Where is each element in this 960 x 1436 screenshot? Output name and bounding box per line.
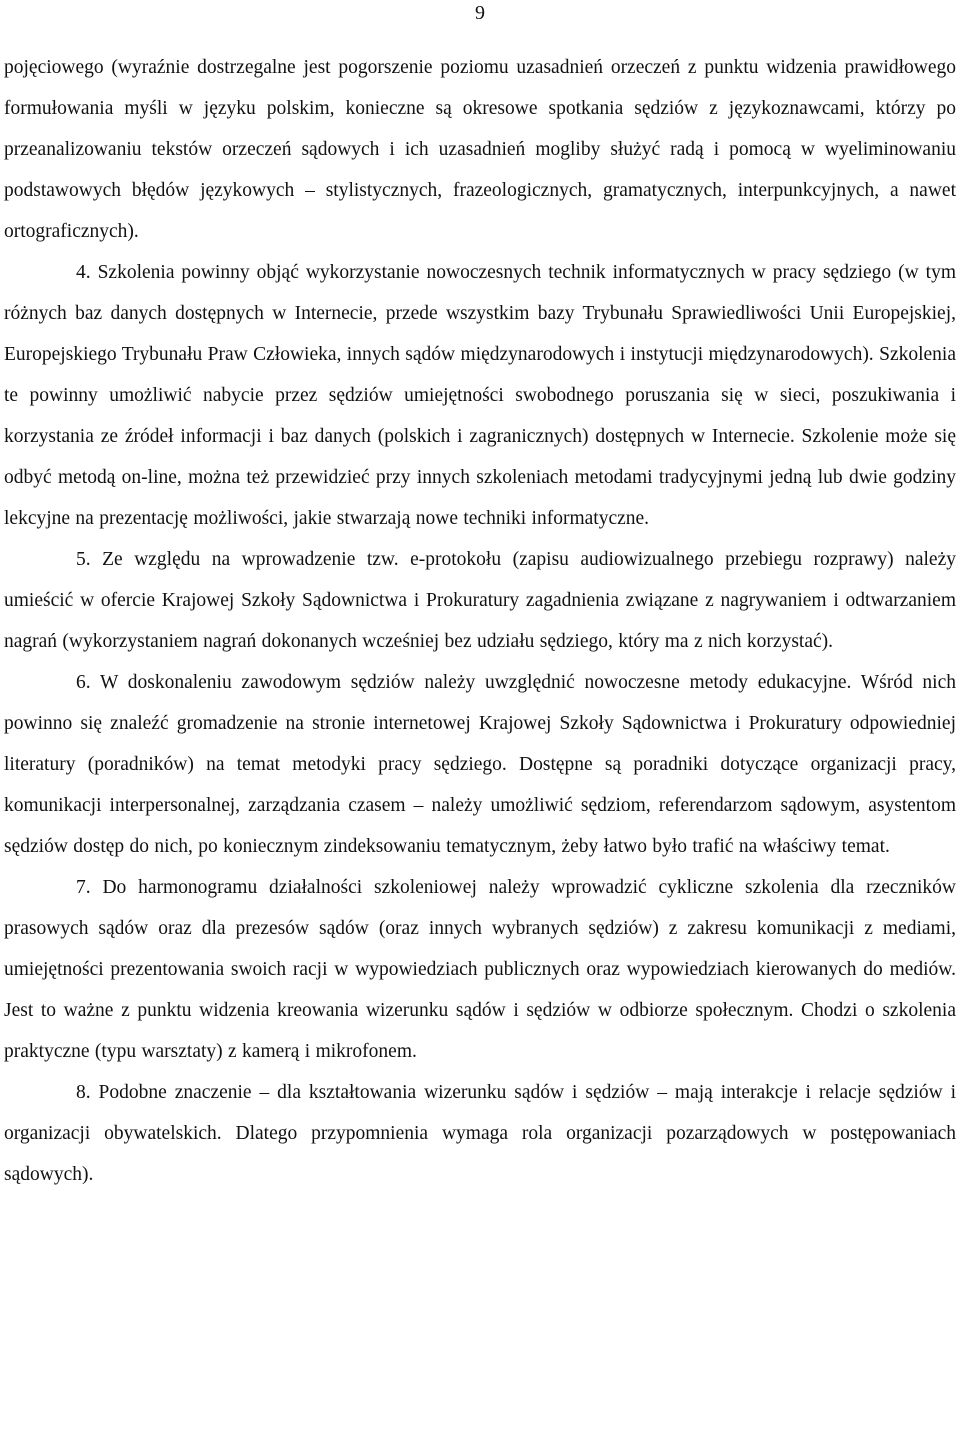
paragraph-item-4: 4. Szkolenia powinny objąć wykorzystanie nowoczesnych technik informatycznych w pracy sędziego (w tym różnych baz danych dostępnych w Internecie, przede wszystkim bazy Trybunału Sprawiedliwości Unii Europejskiej, Europejskiego Trybunału Praw Człowieka, innych sądów międzynarodowych i instytucji międzynarodowych). Szkolenia te powinny umożliwić nabycie przez sędziów umiejętności swobodnego poruszania się w sieci, poszukiwania i korzystania ze źródeł informacji i baz danych (polskich i zagranicznych) dostępnych w Internecie. Szkolenie może się odbyć metodą on-line, można też przewidzieć przy innych szkoleniach metodami tradycyjnymi jedną lub dwie godziny lekcyjne na prezentację możliwości, jakie stwarzają nowe techniki informatyczne.	[4, 262, 956, 529]
paragraph-item-7: 7. Do harmonogramu działalności szkoleniowej należy wprowadzić cykliczne szkolenia dla rzeczników prasowych sądów oraz dla prezesów sądów (oraz innych wybranych sędziów) z zakresu komunikacji z mediami, umiejętności prezentowania swoich racji w wypowiedziach publicznych oraz wypowiedziach kierowanych do mediów. Jest to ważne z punktu widzenia kreowania wizerunku sądów i sędziów w odbiorze społecznym. Chodzi o szkolenia praktyczne (typu warsztaty) z kamerą i mikrofonem.	[4, 877, 956, 1062]
paragraph-item-8: 8. Podobne znaczenie – dla kształtowania wizerunku sądów i sędziów – mają interakcje i relacje sędziów i organizacji obywatelskich. Dlatego przypomnienia wymaga rola organizacji pozarządowych w postępowaniach sądowych).	[4, 1082, 956, 1185]
body-text	[4, 47, 956, 1195]
paragraph-item-5: 5. Ze względu na wprowadzenie tzw. e-protokołu (zapisu audiowizualnego przebiegu rozprawy) należy umieścić w ofercie Krajowej Szkoły Sądownictwa i Prokuratury zagadnienia związane z nagrywaniem i odtwarzaniem nagrań (wykorzystaniem nagrań dokonanych wcześniej bez udziału sędziego, który ma z nich korzystać).	[4, 549, 956, 652]
page-number: 9	[475, 2, 485, 24]
paragraph-continuation: pojęciowego (wyraźnie dostrzegalne jest pogorszenie poziomu uzasadnień orzeczeń z punktu widzenia prawidłowego formułowania myśli w języku polskim, konieczne są okresowe spotkania sędziów z językoznawcami, którzy po przeanalizowaniu tekstów orzeczeń sądowych i ich uzasadnień mogliby służyć radą i pomocą w wyeliminowaniu podstawowych błędów językowych – stylistycznych, frazeologicznych, gramatycznych, interpunkcyjnych, a nawet ortograficznych).	[4, 57, 956, 242]
paragraph-item-6: 6. W doskonaleniu zawodowym sędziów należy uwzględnić nowoczesne metody edukacyjne. Wśród nich powinno się znaleźć gromadzenie na stronie internetowej Krajowej Szkoły Sądownictwa i Prokuratury odpowiedniej literatury (poradników) na temat metodyki pracy sędziego. Dostępne są poradniki dotyczące organizacji pracy, komunikacji interpersonalnej, zarządzania czasem – należy umożliwić sędziom, referendarzom sądowym, asystentom sędziów dostęp do nich, po koniecznym zindeksowaniu tematycznym, żeby łatwo było trafić na właściwy temat.	[4, 672, 956, 857]
